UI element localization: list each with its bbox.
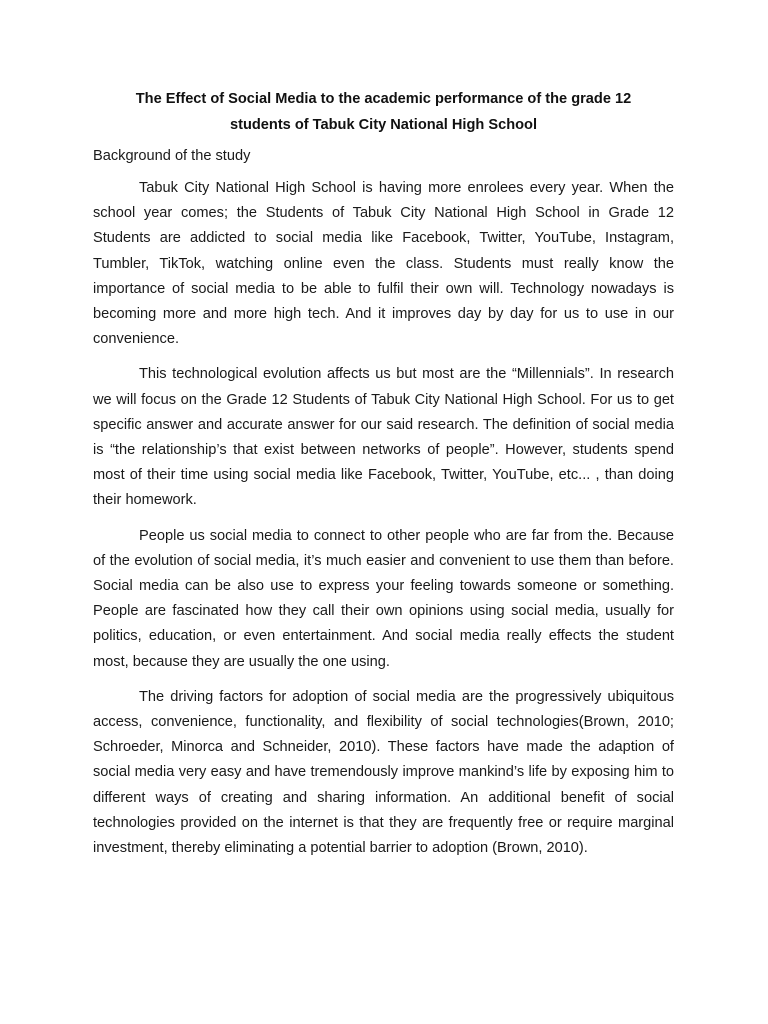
document-title — [93, 86, 674, 138]
paragraph-3: People us social media to connect to other people who are far from the. Because of the evolution of social media, it’s much easier and convenient to use them than before. Social media can be also use to express your feeling towards someone or something. People are fascinated how they call their own opinions using social media, usually for politics, education, or even entertainment. And social media really effects the student most, because they are usually the one using. — [93, 527, 674, 670]
document-title-line-1: The Effect of Social Media to the academic performance of the grade 12 — [135, 91, 632, 107]
paragraph-1: Tabuk City National High School is having more enrolees every year. When the school year comes; the Students of Tabuk City National High School in Grade 12 Students are addicted to social media like Facebook, Twitter, YouTube, Instagram, Tumbler, TikTok, watching online even the class. Students must really know the importance of social media to be able to fulfil their own will. Technology nowadays is becoming more and more high tech. And it improves day by day for us to use in our convenience. — [93, 180, 674, 348]
document-body — [93, 86, 674, 871]
paragraph-2: This technological evolution affects us but most are the “Millennials”. In research we will focus on the Grade 12 Students of Tabuk City National High School. For us to get specific answer and accurate answer for our said research. The definition of social media is “the relationship’s that exist between networks of people”. However, students spend most of their time using social media like Facebook, Twitter, YouTube, etc... , than doing their homework. — [93, 366, 674, 509]
document-title-line-2: students of Tabuk City National High School — [229, 117, 538, 133]
section-heading: Background of the study — [93, 148, 251, 164]
paragraph-4: The driving factors for adoption of social media are the progressively ubiquitous access, convenience, functionality, and flexibility of social technologies(Brown, 2010; Schroeder, Minorca and Schneider, 2010). These factors have made the adaption of social media very easy and have tremendously improve mankind’s life by exposing him to different ways of creating and sharing information. An additional benefit of social technologies provided on the internet is that they are frequently free or require marginal investment, thereby eliminating a potential barrier to adoption (Brown, 2010). — [93, 688, 674, 857]
